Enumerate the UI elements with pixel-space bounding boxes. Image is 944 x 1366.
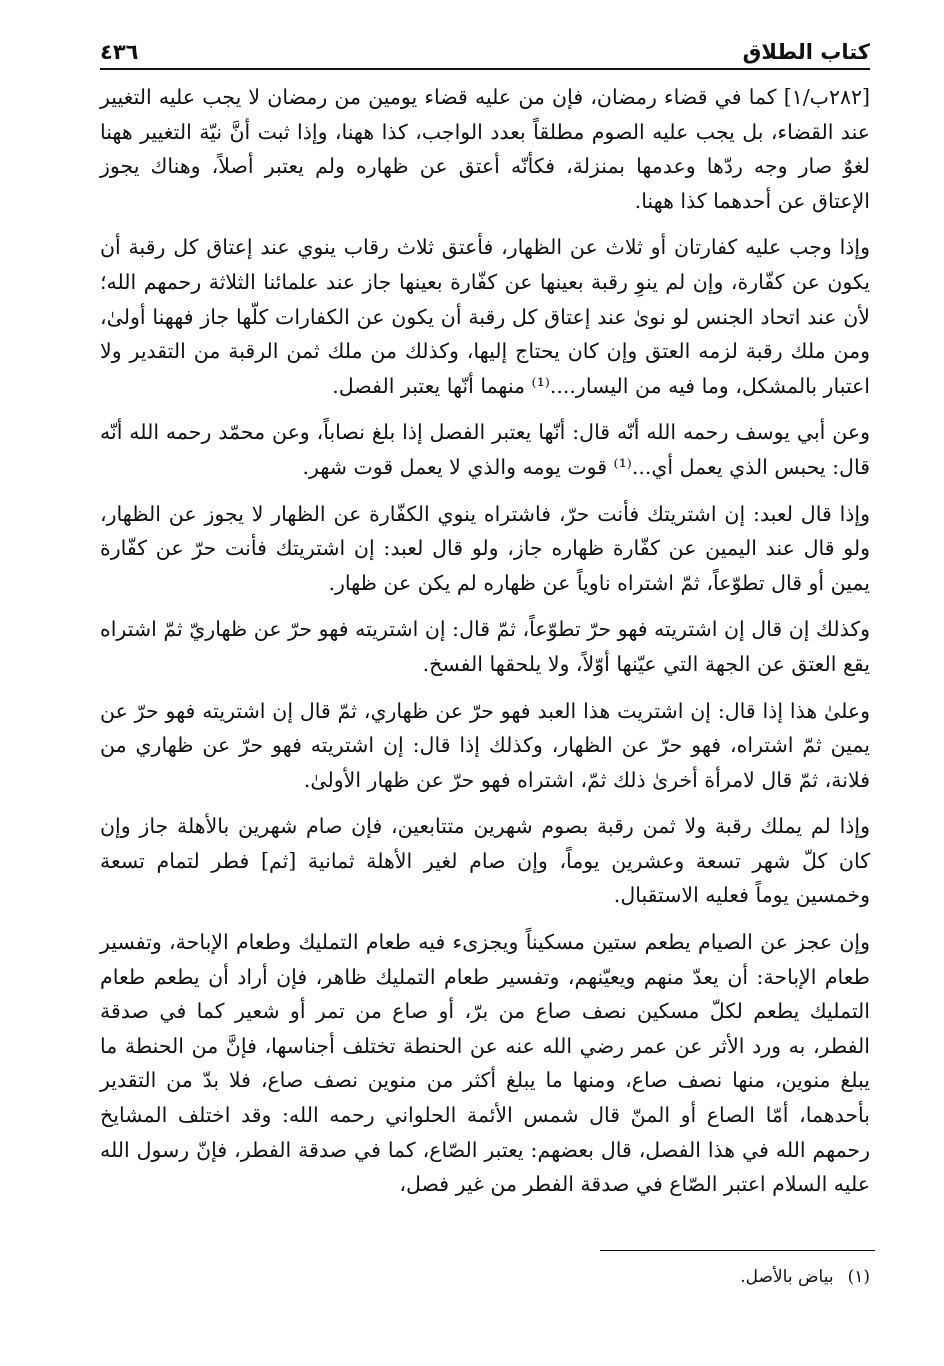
footnote-text: بياض بالأصل. (740, 1267, 834, 1287)
paragraph: وإذا لم يملك رقبة ولا ثمن رقبة بصوم شهرين متتابعين، فإن صام شهرين بالأهلة جاز وإن كان كلّ شهر تسعة وعشرين يوماً، وإن صام لغير الأهلة ثمانية [ثم] فطر لتمام تسعة وخمسين يوماً فعليه الاستقبال. (100, 814, 870, 908)
paragraph: وعن أبي يوسف رحمه الله أنّه قال: أنّها يعتبر الفصل إذا بلغ نصاباً، وعن محمّد رحمه الله أنّه قال: يحبس الذي يعمل أي...⁽¹⁾ قوت يومه والذي لا يعمل قوت شهر. (100, 420, 870, 479)
footnote-divider (600, 1250, 875, 1251)
paragraph: وإذا وجب عليه كفارتان أو ثلاث عن الظهار، فأعتق ثلاث رقاب ينوي عند إعتاق كل رقبة أن يكون عن كفّارة، وإن لم ينوِ رقبة بعينها عن كفّارة بعينها جاز عند علمائنا الثلاثة رحمهم الله؛ لأن عند اتحاد الجنس لو نوىٰ عند إعتاق كل رقبة أن يكون عن الكفارات كلّها جاز فههنا أولىٰ، ومن ملك رقبة لزمه العتق وإن كان يحتاج إليها، وكذلك من ملك ثمن الرقبة من التقدير ولا اعتبار بالمشكل، وما فيه من اليسار....⁽¹⁾ منهما أنّها يعتبر الفصل. (100, 235, 870, 398)
paragraph: وإذا قال لعبد: إن اشتريتك فأنت حرّ، فاشتراه ينوي الكفّارة عن الظهار لا يجوز عن الظهار، ولو قال عند اليمين عن كفّارة ظهاره جاز، ولو قال لعبد: إن اشتريتك فأنت حرّ عن كفّارة يمين أو قال تطوّعاً، ثمّ اشتراه ناوياً عن ظهاره لم يكن عن ظهار. (100, 501, 870, 595)
paragraph: [٢٨٢ب/١] كما في قضاء رمضان، فإن من عليه قضاء يومين من رمضان لا يجب عليه التغيير عند القضاء، بل يجب عليه الصوم مطلقاً بعدد الواجب، كذا ههنا، وإذا ثبت أنَّ نيّة التغيير ههنا لغوٌ صار وجه ردّها وعدمها بمنزلة، فكأنّه أعتق عن ظهاره ولم يعتبر أصلاً، وهناك يجوز الإعتاق عن أحدهما كذا ههنا. (100, 85, 870, 213)
book-title: كتاب الطلاق (742, 40, 870, 64)
page-number: ٤٣٦ (100, 40, 139, 64)
footnote-number: (١) (847, 1267, 870, 1287)
paragraph: وعلىٰ هذا إذا قال: إن اشتريت هذا العبد فهو حرّ عن ظهاري، ثمّ قال إن اشتريته فهو حرّ عن يمين ثمّ اشتراه، فهو حرّ عن الظهار، وكذلك إذا قال: إن اشتريته فهو حرّ عن ظهاري من فلانة، ثمّ قال لامرأة أخرىٰ ذلك ثمّ، اشتراه فهو حرّ عن ظهار الأولىٰ. (100, 698, 870, 792)
paragraph: وإن عجز عن الصيام يطعم ستين مسكيناً ويجزىء فيه طعام التمليك وطعام الإباحة، وتفسير طعام الإباحة: أن يعدّ منهم ويعيّنهم، وتفسير طعام التمليك ظاهر، فإن أراد أن يطعم طعام التمليك يطعم لكلّ مسكين نصف صاع من برّ، أو صاع من تمر أو شعير كما في صدقة الفطر، به ورد الأثر عن عمر رضي الله عنه عن الحنطة تختلف أجناسها، فإنَّ من الحنطة ما يبلغ منوين، منها نصف صاع، ومنها ما يبلغ أكثر من منوين نصف صاع، فلا بدّ من التقدير بأحدهما، أمّا الصاع أو المنّ قال شمس الأئمة الحلواني رحمه الله: وقد اختلف المشايخ رحمهم الله في هذا الفصل، قال بعضهم: يعتبر الصّاع، كما في صدقة الفطر، فإنّ رسول الله عليه السلام اعتبر الصّاع في صدقة الفطر من غير فصل، (100, 930, 870, 1197)
body-text (100, 80, 870, 1214)
footnote (100, 1262, 870, 1292)
page-header (100, 28, 870, 64)
paragraph: وكذلك إن قال إن اشتريته فهو حرّ تطوّعاً، ثمّ قال: إن اشتريته فهو حرّ عن ظهاريّ ثمّ اشتراه يقع العتق عن الجهة التي عيّنها أوّلاً، ولا يلحقها الفسخ. (100, 617, 870, 676)
header-divider (100, 68, 870, 70)
